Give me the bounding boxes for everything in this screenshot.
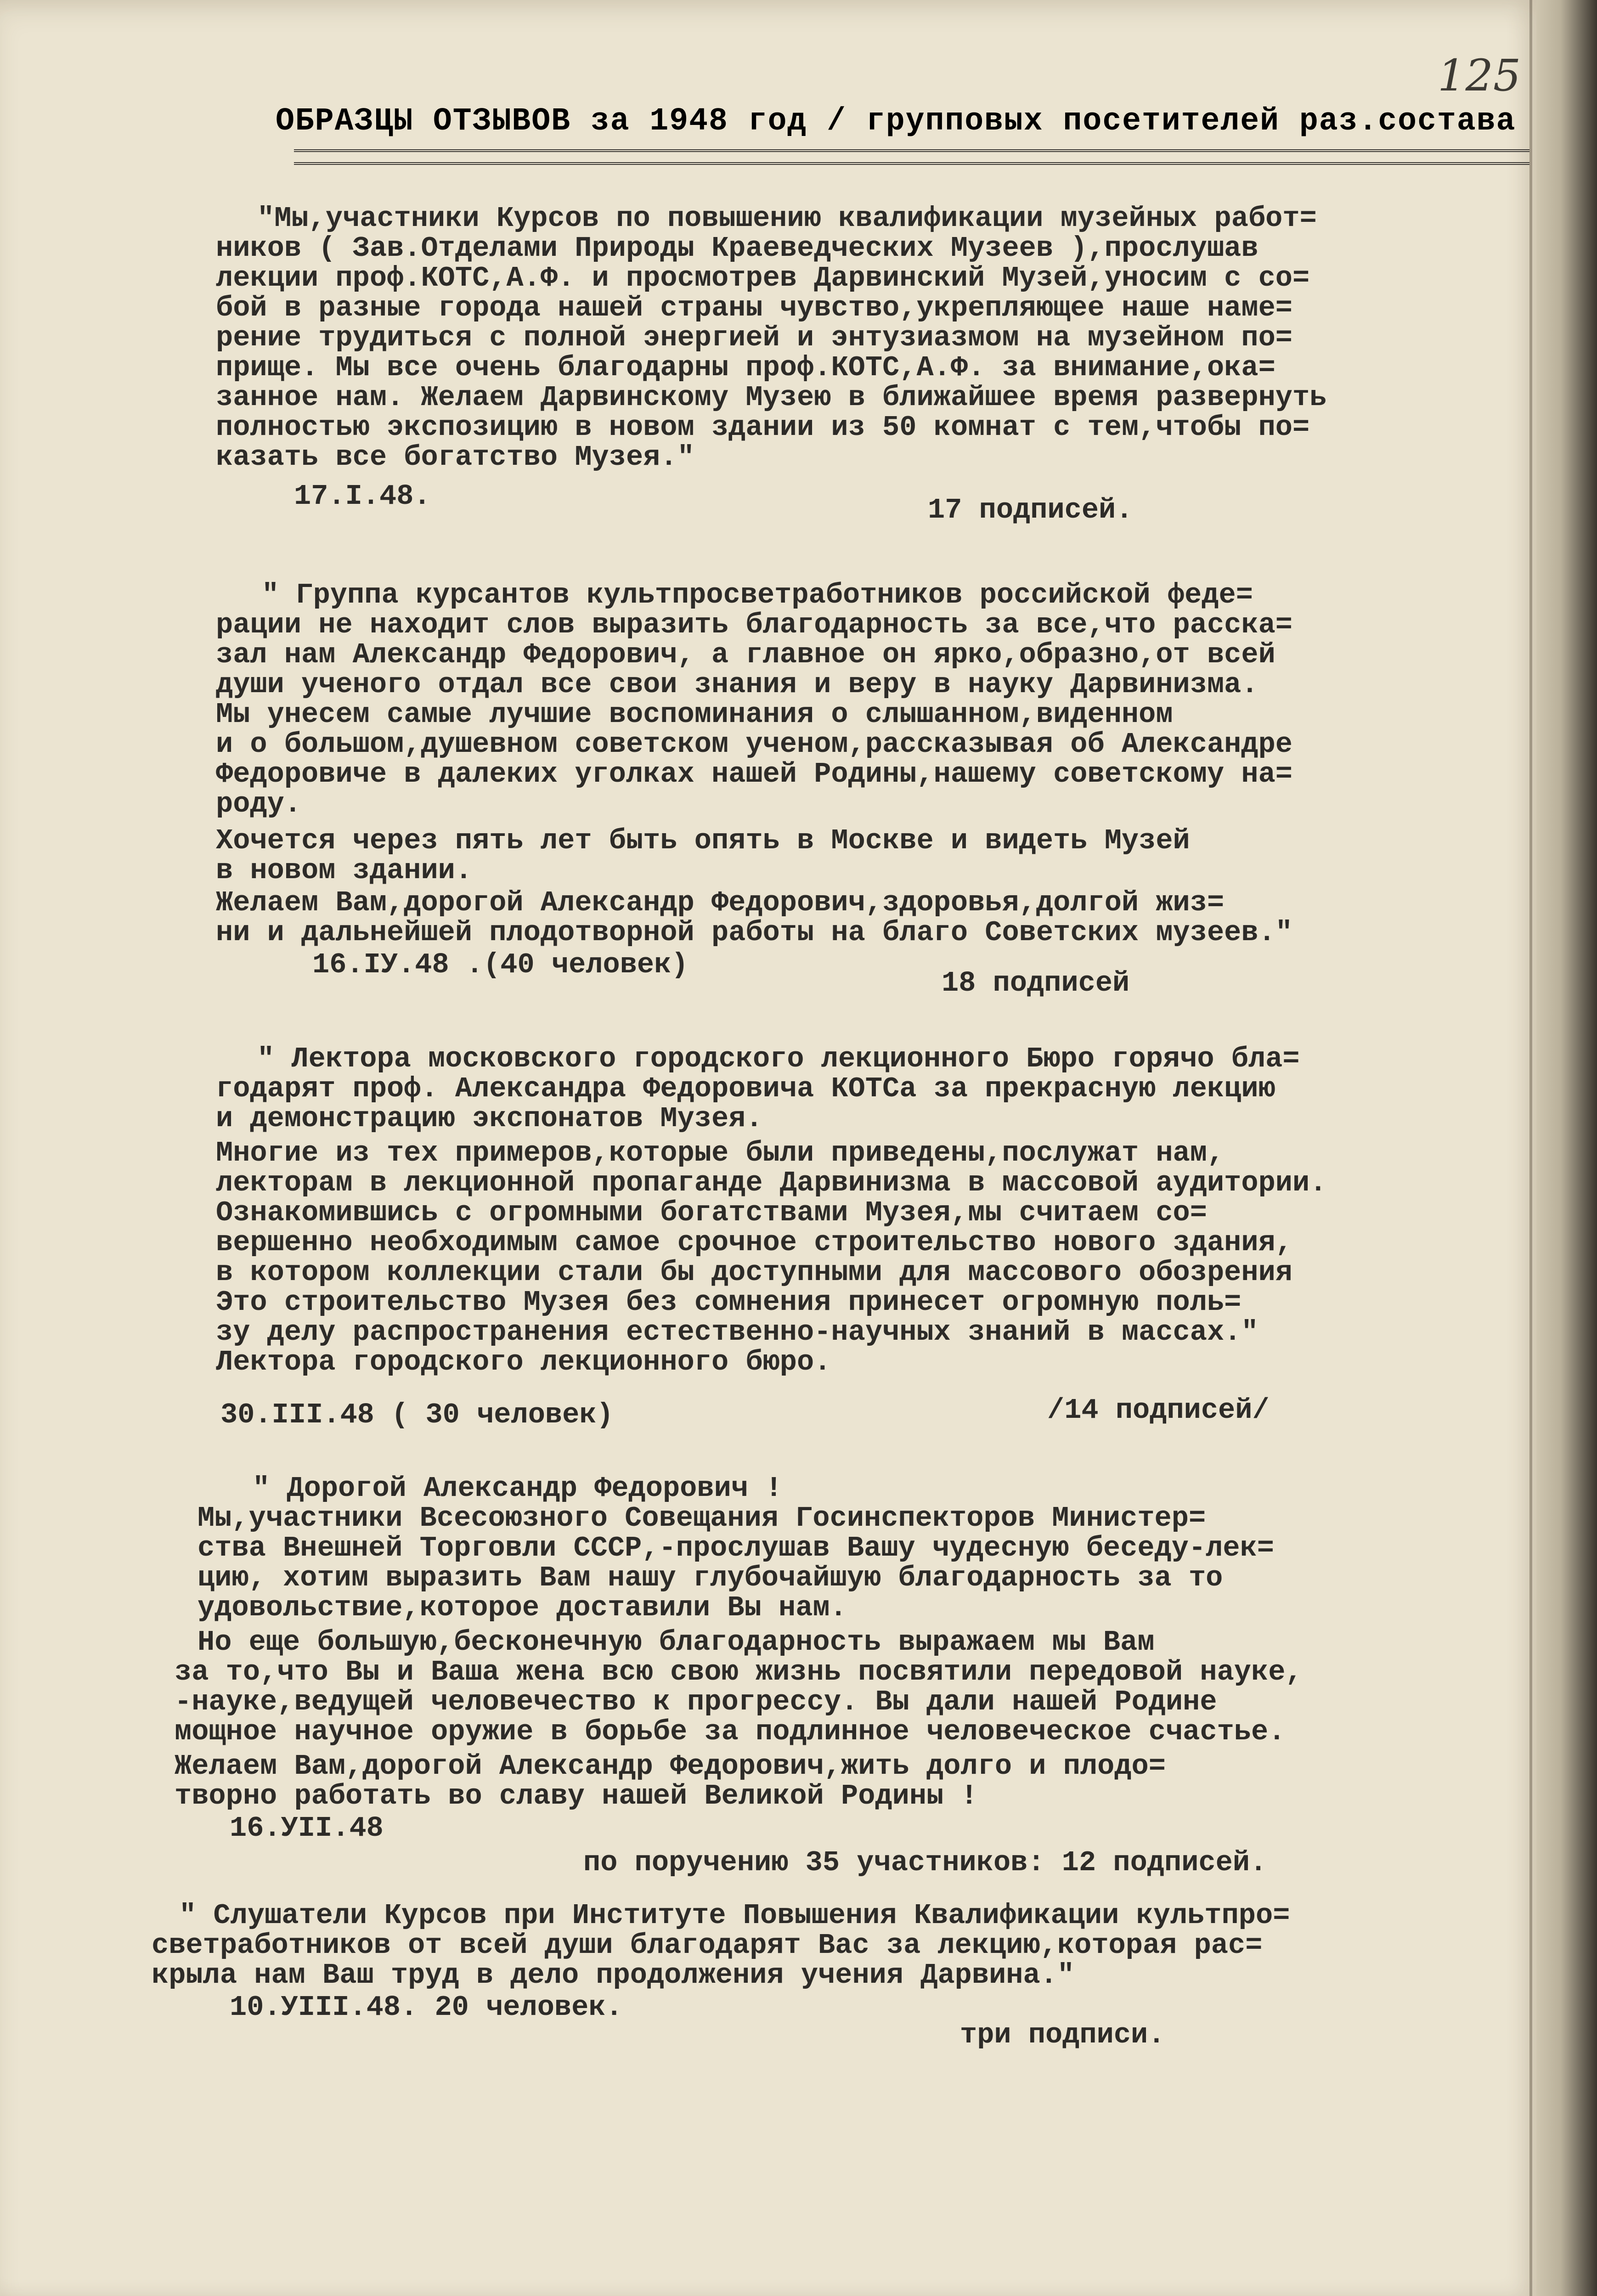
review-2-line-2: рации не находит слов выразить благодарность за все,что расска= xyxy=(216,609,1292,641)
review-2-line-1: " Группа курсантов культпросветработников российской феде= xyxy=(262,579,1253,611)
review-3-line-2: годарят проф. Александра Федоровича КОТСа за прекрасную лекцию xyxy=(216,1072,1275,1105)
review-1-line-9: казать все богатство Музея." xyxy=(216,441,694,474)
review-1-signatures: 17 подписей. xyxy=(928,494,1133,526)
review-2-line-3: зал нам Александр Федорович, а главное он ярко,образно,от всей xyxy=(216,638,1275,671)
review-2-line-11: Желаем Вам,дорогой Александр Федорович,здоровья,долгой жиз= xyxy=(216,886,1225,919)
review-4-line-5: удовольствие,которое доставили Вы нам. xyxy=(198,1591,847,1624)
review-1-date: 17.I.48. xyxy=(294,480,431,513)
review-4-line-4: цию, хотим выразить Вам нашу глубочайшую благодарность за то xyxy=(198,1562,1223,1594)
page-edge xyxy=(1529,0,1532,2296)
review-1-line-3: лекции проф.КОТС,А.Ф. и просмотрев Дарвинский Музей,уносим с со= xyxy=(216,262,1310,294)
review-2-line-4: души ученого отдал все свои знания и веру в науку Дарвинизма. xyxy=(216,668,1258,701)
review-2-line-7: Федоровиче в далеких уголках нашей Родины,нашему советскому на= xyxy=(216,758,1292,790)
review-4-line-9: мощное научное оружие в борьбе за подлинное человеческое счастье. xyxy=(175,1715,1286,1748)
folio-number: 125 xyxy=(1438,51,1521,101)
review-2-line-12: ни и дальнейшей плодотворной работы на благо Советских музеев." xyxy=(216,916,1292,949)
review-3-line-4: Многие из тех примеров,которые были приведены,послужат нам, xyxy=(216,1137,1225,1169)
review-3-line-7: вершенно необходимым самое срочное строительство нового здания, xyxy=(216,1226,1292,1259)
review-4-line-6: Но еще большую,бесконечную благодарность выражаем мы Вам xyxy=(198,1626,1155,1659)
review-2-line-9: Хочется через пять лет быть опять в Москве и видеть Музей xyxy=(216,824,1190,857)
review-3-signatures: /14 подписей/ xyxy=(1047,1394,1270,1427)
review-2-line-5: Мы унесем самые лучшие воспоминания о слышанном,виденном xyxy=(216,698,1173,731)
review-2-line-6: и о большом,душевном советском ученом,рассказывая об Александре xyxy=(216,728,1292,761)
review-1-line-1: "Мы,участники Курсов по повышению квалификации музейных работ= xyxy=(257,202,1317,235)
review-3-line-8: в котором коллекции стали бы доступными для массового обозрения xyxy=(216,1256,1292,1289)
review-2-date: 16.IУ.48 .(40 человек) xyxy=(312,948,688,981)
review-3-line-11: Лектора городского лекционного бюро. xyxy=(216,1346,831,1378)
review-5-line-2: светработников от всей души благодарят Вас за лекцию,которая рас= xyxy=(152,1929,1263,1962)
title-underline xyxy=(294,149,1529,165)
review-4-line-7: за то,что Вы и Ваша жена всю свою жизнь посвятили передовой науке, xyxy=(175,1656,1303,1688)
review-3-line-6: Ознакомившись с огромными богатствами Музея,мы считаем со= xyxy=(216,1196,1207,1229)
review-3-date: 30.III.48 ( 30 человек) xyxy=(220,1399,614,1431)
review-5-line-3: крыла нам Ваш труд в дело продолжения учения Дарвина." xyxy=(152,1959,1075,1991)
review-5-signatures: три подписи. xyxy=(960,2019,1165,2051)
review-3-line-9: Это строительство Музея без сомнения принесет огромную поль= xyxy=(216,1286,1241,1319)
review-1-line-6: прище. Мы все очень благодарны проф.КОТС,А.Ф. за внимание,ока= xyxy=(216,351,1275,384)
review-4-date: 16.УII.48 xyxy=(230,1812,384,1845)
review-1-line-5: рение трудиться с полной энергией и энтузиазмом на музейном по= xyxy=(216,322,1292,354)
review-3-line-3: и демонстрацию экспонатов Музея. xyxy=(216,1102,763,1135)
review-5-line-1: " Слушатели Курсов при Институте Повышения Квалификации культпро= xyxy=(179,1899,1290,1932)
review-1-line-7: занное нам. Желаем Дарвинскому Музею в ближайшее время развернуть xyxy=(216,381,1327,414)
review-4-signatures: по поручению 35 участников: 12 подписей. xyxy=(583,1846,1267,1879)
review-2-line-8: роду. xyxy=(216,788,302,820)
review-4-line-11: творно работать во славу нашей Великой Родины ! xyxy=(175,1780,978,1812)
review-3-line-1: " Лектора московского городского лекционного Бюро горячо бла= xyxy=(257,1043,1300,1075)
review-1-line-2: ников ( Зав.Отделами Природы Краеведческих Музеев ),прослушав xyxy=(216,232,1258,265)
review-4-line-1: " Дорогой Александр Федорович ! xyxy=(253,1472,783,1505)
review-5-date: 10.УIII.48. 20 человек. xyxy=(230,1991,623,2024)
binding-fold xyxy=(1536,0,1597,2296)
review-4-line-2: Мы,участники Всесоюзного Совещания Госинспекторов Министер= xyxy=(198,1502,1206,1534)
review-2-signatures: 18 подписей xyxy=(942,967,1130,999)
review-4-line-10: Желаем Вам,дорогой Александр Федорович,жить долго и плодо= xyxy=(175,1750,1166,1783)
review-3-line-5: лекторам в лекционной пропаганде Дарвинизма в массовой аудитории. xyxy=(216,1167,1327,1199)
review-1-line-8: полностью экспозицию в новом здании из 50 комнат с тем,чтобы по= xyxy=(216,411,1310,444)
review-2-line-10: в новом здании. xyxy=(216,854,473,887)
review-4-line-8: -науке,ведущей человечество к прогрессу. Вы дали нашей Родине xyxy=(175,1686,1217,1718)
review-4-line-3: ства Внешней Торговли СССР,-прослушав Вашу чудесную беседу-лек= xyxy=(198,1532,1274,1564)
review-3-line-10: зу делу распространения естественно-научных знаний в массах." xyxy=(216,1316,1258,1348)
review-1-line-4: бой в разные города нашей страны чувство,укрепляющее наше наме= xyxy=(216,292,1292,324)
page-title: ОБРАЗЦЫ ОТЗЫВОВ за 1948 год / групповых посетителей раз.состава xyxy=(276,103,1516,140)
